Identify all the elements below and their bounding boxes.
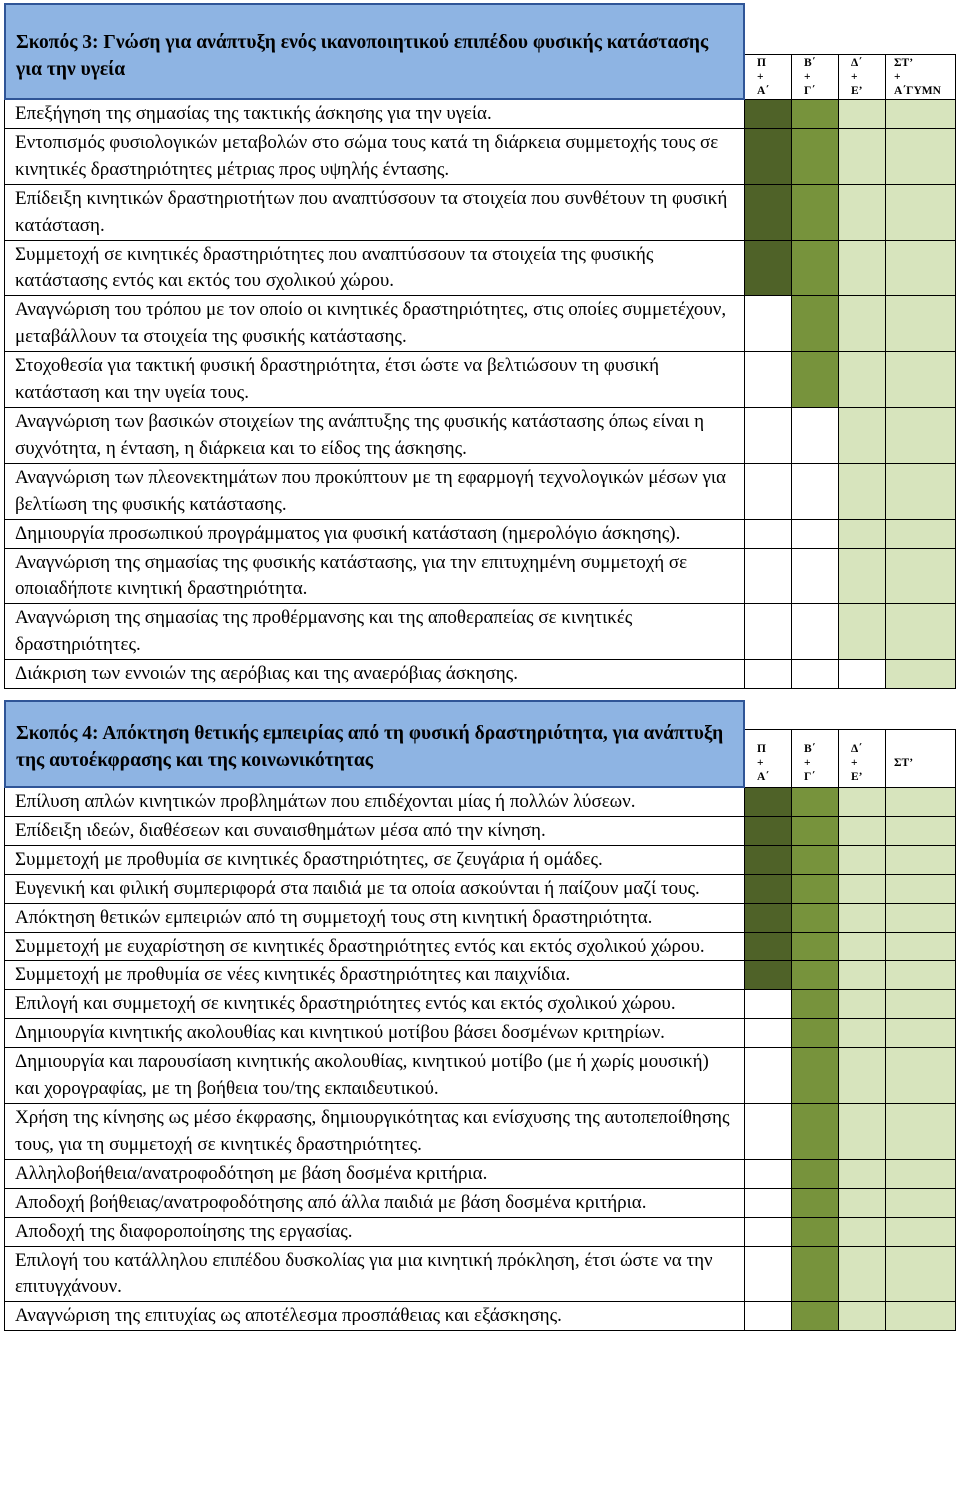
level-cell-none bbox=[792, 408, 839, 464]
level-cells bbox=[745, 100, 956, 129]
level-cell-none bbox=[745, 1019, 792, 1048]
level-cell-light bbox=[839, 241, 886, 297]
table-row bbox=[4, 241, 956, 297]
level-cell-mid bbox=[792, 1104, 839, 1160]
level-cell-none bbox=[745, 660, 792, 689]
level-cell-none bbox=[745, 352, 792, 408]
level-cells bbox=[745, 961, 956, 990]
level-cell-light bbox=[886, 660, 956, 689]
level-cell-mid bbox=[792, 1302, 839, 1331]
level-cell-none bbox=[792, 604, 839, 660]
level-cell-light bbox=[839, 604, 886, 660]
objective-text: Αποδοχή της διαφοροποίησης της εργασίας. bbox=[4, 1218, 745, 1247]
level-cells bbox=[745, 875, 956, 904]
section3-rows bbox=[4, 100, 956, 689]
level-cell-dark bbox=[745, 788, 792, 817]
table-row bbox=[4, 660, 956, 689]
objective-text: Επεξήγηση της σημασίας της τακτικής άσκησης για την υγεία. bbox=[4, 100, 745, 129]
level-cell-mid bbox=[792, 185, 839, 241]
col-header-d-e: Δ΄ + Ε’ bbox=[839, 54, 886, 100]
objective-text: Αναγνώριση της επιτυχίας ως αποτέλεσμα προσπάθειας και εξάσκησης. bbox=[4, 1302, 745, 1331]
level-cell-mid bbox=[792, 961, 839, 990]
table-row bbox=[4, 352, 956, 408]
level-cell-dark bbox=[745, 875, 792, 904]
level-cell-light bbox=[886, 185, 956, 241]
level-cells bbox=[745, 846, 956, 875]
level-cells bbox=[745, 241, 956, 297]
level-cell-light bbox=[839, 1019, 886, 1048]
level-cell-light bbox=[886, 464, 956, 520]
objective-text: Δημιουργία κινητικής ακολουθίας και κινητικού μοτίβου βάσει δοσμένων κριτηρίων. bbox=[4, 1019, 745, 1048]
level-cells bbox=[745, 604, 956, 660]
level-cell-light bbox=[839, 788, 886, 817]
level-cell-mid bbox=[792, 129, 839, 185]
level-cell-light bbox=[886, 875, 956, 904]
objective-text: Αναγνώριση της σημασίας της φυσικής κατάστασης, για την επιτυχημένη συμμετοχή σε οποιαδήποτε κινητική δραστηριότητα. bbox=[4, 549, 745, 605]
objective-text: Συμμετοχή σε κινητικές δραστηριότητες που αναπτύσσουν τα στοιχεία της φυσικής κατάστασης εντός και εκτός του σχολικού χώρου. bbox=[4, 241, 745, 297]
level-cell-light bbox=[886, 241, 956, 297]
table-row bbox=[4, 520, 956, 549]
level-cell-mid bbox=[792, 875, 839, 904]
level-cells bbox=[745, 788, 956, 817]
level-cell-dark bbox=[745, 185, 792, 241]
table-row bbox=[4, 296, 956, 352]
col-header-b-g: Β΄ + Γ΄ bbox=[792, 729, 839, 788]
table-row bbox=[4, 933, 956, 962]
table-row bbox=[4, 961, 956, 990]
table-row bbox=[4, 1302, 956, 1331]
level-cell-mid bbox=[792, 100, 839, 129]
level-cell-mid bbox=[792, 904, 839, 933]
col-header-b-g: Β΄ + Γ΄ bbox=[792, 54, 839, 100]
section4-rows bbox=[4, 788, 956, 1331]
objective-text: Αναγνώριση του τρόπου με τον οποίο οι κινητικές δραστηριότητες, στις οποίες συμμετέχουν, μεταβάλλουν τα στοιχεία της φυσικής κατάστασης. bbox=[4, 296, 745, 352]
level-cell-light bbox=[886, 990, 956, 1019]
level-cell-none bbox=[792, 549, 839, 605]
level-cell-dark bbox=[745, 904, 792, 933]
level-cells bbox=[745, 520, 956, 549]
level-cell-dark bbox=[745, 933, 792, 962]
level-cell-dark bbox=[745, 846, 792, 875]
level-cell-light bbox=[839, 875, 886, 904]
level-cell-light bbox=[886, 604, 956, 660]
level-cell-light bbox=[886, 1104, 956, 1160]
level-cell-light bbox=[839, 1048, 886, 1104]
level-cell-none bbox=[792, 660, 839, 689]
level-cell-mid bbox=[792, 1247, 839, 1303]
table-row bbox=[4, 904, 956, 933]
level-cell-light bbox=[886, 904, 956, 933]
level-cell-mid bbox=[792, 1160, 839, 1189]
level-cell-dark bbox=[745, 100, 792, 129]
objective-text: Επίλυση απλών κινητικών προβλημάτων που επιδέχονται μίας ή πολλών λύσεων. bbox=[4, 788, 745, 817]
col-header-p-a: Π + Α΄ bbox=[745, 54, 792, 100]
table-row bbox=[4, 990, 956, 1019]
level-cell-none bbox=[745, 549, 792, 605]
level-cell-none bbox=[745, 1160, 792, 1189]
level-cells bbox=[745, 1104, 956, 1160]
section4-title: Σκοπός 4: Απόκτηση θετικής εμπειρίας από τη φυσική δραστηριότητα, για ανάπτυξη της αυτοέκφρασης και της κοινωνικότητας bbox=[4, 700, 745, 788]
level-cell-light bbox=[839, 1218, 886, 1247]
level-cell-light bbox=[839, 129, 886, 185]
section4-header-row bbox=[4, 700, 956, 788]
level-cell-none bbox=[745, 520, 792, 549]
table-row bbox=[4, 604, 956, 660]
level-cell-mid bbox=[792, 1019, 839, 1048]
objective-text: Συμμετοχή με προθυμία σε νέες κινητικές δραστηριότητες και παιχνίδια. bbox=[4, 961, 745, 990]
level-cells bbox=[745, 1247, 956, 1303]
table-row bbox=[4, 846, 956, 875]
level-cell-light bbox=[839, 933, 886, 962]
level-cell-light bbox=[886, 1048, 956, 1104]
objective-text: Επιλογή και συμμετοχή σε κινητικές δραστηριότητες εντός και εκτός σχολικού χώρου. bbox=[4, 990, 745, 1019]
objective-text: Δημιουργία και παρουσίαση κινητικής ακολουθίας, κινητικού μοτίβο (με ή χωρίς μουσική) και χορογραφίας, με τη βοήθεια του/της εκπαιδευτικού. bbox=[4, 1048, 745, 1104]
col-header-st-agymn: ΣΤ’ + Α΄ΓΥΜΝ bbox=[886, 54, 956, 100]
level-cells bbox=[745, 660, 956, 689]
objective-text: Εντοπισμός φυσιολογικών μεταβολών στο σώμα τους κατά τη διάρκεια συμμετοχής τους σε κινητικές δραστηριότητες μέτριας προς υψηλής έντασης. bbox=[4, 129, 745, 185]
level-cell-dark bbox=[745, 241, 792, 297]
level-cell-light bbox=[886, 1160, 956, 1189]
level-cell-mid bbox=[792, 846, 839, 875]
objective-text: Αναγνώριση των βασικών στοιχείων της ανάπτυξης της φυσικής κατάστασης όπως είναι η συχνότητα, η ένταση, η διάρκεια και το είδος της άσκησης. bbox=[4, 408, 745, 464]
level-cell-light bbox=[886, 352, 956, 408]
level-cell-light bbox=[886, 296, 956, 352]
objective-text: Αναγνώριση της σημασίας της προθέρμανσης και της αποθεραπείας σε κινητικές δραστηριότητες. bbox=[4, 604, 745, 660]
level-cell-light bbox=[886, 817, 956, 846]
table-row bbox=[4, 1104, 956, 1160]
level-cell-none bbox=[745, 1104, 792, 1160]
level-cell-light bbox=[839, 1104, 886, 1160]
level-cells bbox=[745, 904, 956, 933]
level-cell-mid bbox=[792, 990, 839, 1019]
objective-text: Απόκτηση θετικών εμπειριών από τη συμμετοχή τους στη κινητική δραστηριότητα. bbox=[4, 904, 745, 933]
level-cell-none bbox=[792, 464, 839, 520]
objective-text: Επιλογή του κατάλληλου επιπέδου δυσκολίας για μια κινητική πρόκληση, έτσι ώστε να την επιτυγχάνουν. bbox=[4, 1247, 745, 1303]
level-cell-light bbox=[839, 100, 886, 129]
objective-text: Αλληλοβοήθεια/ανατροφοδότηση με βάση δοσμένα κριτήρια. bbox=[4, 1160, 745, 1189]
level-cell-light bbox=[839, 904, 886, 933]
level-cell-light bbox=[839, 1160, 886, 1189]
objective-text: Χρήση της κίνησης ως μέσο έκφρασης, δημιουργικότητας και ενίσχυσης της αυτοπεποίθησης τους, για τη συμμετοχή σε κινητικές δραστηριότητες. bbox=[4, 1104, 745, 1160]
level-cells bbox=[745, 1189, 956, 1218]
col-header-d-e: Δ΄ + Ε’ bbox=[839, 729, 886, 788]
level-cell-light bbox=[886, 100, 956, 129]
level-cell-mid bbox=[792, 817, 839, 846]
level-cell-none bbox=[745, 408, 792, 464]
level-cell-dark bbox=[745, 129, 792, 185]
level-cell-light bbox=[839, 185, 886, 241]
level-cell-light bbox=[886, 1247, 956, 1303]
section3-title: Σκοπός 3: Γνώση για ανάπτυξη ενός ικανοποιητικού επιπέδου φυσικής κατάστασης για την υγεία bbox=[4, 3, 745, 100]
objective-text: Συμμετοχή με προθυμία σε κινητικές δραστηριότητες, σε ζευγάρια ή ομάδες. bbox=[4, 846, 745, 875]
table-row bbox=[4, 1160, 956, 1189]
objective-text: Επίδειξη ιδεών, διαθέσεων και συναισθημάτων μέσα από την κίνηση. bbox=[4, 817, 745, 846]
level-cell-mid bbox=[792, 933, 839, 962]
level-cells bbox=[745, 933, 956, 962]
level-cell-light bbox=[839, 549, 886, 605]
level-cell-light bbox=[886, 1189, 956, 1218]
objective-text: Δημιουργία προσωπικού προγράμματος για φυσική κατάσταση (ημερολόγιο άσκησης). bbox=[4, 520, 745, 549]
level-cell-light bbox=[839, 464, 886, 520]
col-header-st: ΣΤ’ bbox=[886, 729, 956, 788]
level-cells bbox=[745, 1019, 956, 1048]
level-cell-light bbox=[839, 817, 886, 846]
level-cell-none bbox=[745, 604, 792, 660]
table-row bbox=[4, 1247, 956, 1303]
level-cell-light bbox=[839, 1247, 886, 1303]
col-header-p-a: Π + Α΄ bbox=[745, 729, 792, 788]
objective-text: Επίδειξη κινητικών δραστηριοτήτων που αναπτύσσουν τα στοιχεία που συνθέτουν τη φυσική κατάσταση. bbox=[4, 185, 745, 241]
level-cell-dark bbox=[745, 961, 792, 990]
objective-text: Στοχοθεσία για τακτική φυσική δραστηριότητα, έτσι ώστε να βελτιώσουν τη φυσική κατάσταση και την υγεία τους. bbox=[4, 352, 745, 408]
table-row bbox=[4, 875, 956, 904]
objective-text: Συμμετοχή με ευχαρίστηση σε κινητικές δραστηριότητες εντός και εκτός σχολικού χώρου. bbox=[4, 933, 745, 962]
level-cell-light bbox=[839, 352, 886, 408]
level-cell-dark bbox=[745, 817, 792, 846]
level-cell-mid bbox=[792, 1218, 839, 1247]
table-row bbox=[4, 1048, 956, 1104]
level-cell-light bbox=[839, 520, 886, 549]
level-cells bbox=[745, 408, 956, 464]
level-cell-none bbox=[745, 990, 792, 1019]
level-cells bbox=[745, 990, 956, 1019]
table-row bbox=[4, 100, 956, 129]
level-cell-none bbox=[745, 1048, 792, 1104]
level-cell-light bbox=[886, 408, 956, 464]
level-cells bbox=[745, 185, 956, 241]
level-cell-light bbox=[886, 1302, 956, 1331]
level-cell-mid bbox=[792, 1189, 839, 1218]
level-cell-light bbox=[886, 1019, 956, 1048]
table-row bbox=[4, 1189, 956, 1218]
level-cells bbox=[745, 1302, 956, 1331]
objective-text: Αναγνώριση των πλεονεκτημάτων που προκύπτουν με τη εφαρμογή τεχνολογικών μέσων για βελτίωση της φυσικής κατάστασης. bbox=[4, 464, 745, 520]
level-cell-light bbox=[839, 961, 886, 990]
level-cell-mid bbox=[792, 296, 839, 352]
table-row bbox=[4, 788, 956, 817]
level-cell-light bbox=[886, 549, 956, 605]
level-cell-light bbox=[886, 846, 956, 875]
level-cell-light bbox=[839, 846, 886, 875]
section3-table bbox=[4, 3, 956, 689]
level-cell-none bbox=[839, 660, 886, 689]
level-cell-mid bbox=[792, 352, 839, 408]
level-cell-none bbox=[792, 520, 839, 549]
level-cell-light bbox=[886, 1218, 956, 1247]
level-cells bbox=[745, 1218, 956, 1247]
level-cell-mid bbox=[792, 241, 839, 297]
level-cell-none bbox=[745, 1189, 792, 1218]
level-cell-light bbox=[886, 520, 956, 549]
objective-text: Αποδοχή βοήθειας/ανατροφοδότησης από άλλα παιδιά με βάση δοσμένα κριτήρια. bbox=[4, 1189, 745, 1218]
level-cell-light bbox=[886, 961, 956, 990]
table-row bbox=[4, 1218, 956, 1247]
level-cell-mid bbox=[792, 788, 839, 817]
level-cells bbox=[745, 464, 956, 520]
level-cell-light bbox=[839, 296, 886, 352]
level-cell-none bbox=[745, 1302, 792, 1331]
table-row bbox=[4, 464, 956, 520]
table-row bbox=[4, 549, 956, 605]
level-cell-light bbox=[886, 788, 956, 817]
table-row bbox=[4, 408, 956, 464]
level-cell-mid bbox=[792, 1048, 839, 1104]
level-cell-none bbox=[745, 1247, 792, 1303]
level-cells bbox=[745, 352, 956, 408]
level-cell-none bbox=[745, 464, 792, 520]
level-cell-light bbox=[839, 1189, 886, 1218]
level-cell-light bbox=[839, 990, 886, 1019]
table-row bbox=[4, 817, 956, 846]
table-row bbox=[4, 1019, 956, 1048]
table-row bbox=[4, 185, 956, 241]
level-cells bbox=[745, 549, 956, 605]
level-cell-none bbox=[745, 296, 792, 352]
section3-column-headers bbox=[745, 3, 956, 100]
level-cells bbox=[745, 129, 956, 185]
level-cell-none bbox=[745, 1218, 792, 1247]
level-cell-light bbox=[886, 129, 956, 185]
level-cells bbox=[745, 1048, 956, 1104]
section4-column-headers bbox=[745, 700, 956, 788]
objective-text: Ευγενική και φιλική συμπεριφορά στα παιδιά με τα οποία ασκούνται ή παίζουν μαζί τους. bbox=[4, 875, 745, 904]
level-cell-light bbox=[839, 408, 886, 464]
level-cell-light bbox=[839, 1302, 886, 1331]
level-cell-light bbox=[886, 933, 956, 962]
level-cells bbox=[745, 1160, 956, 1189]
objective-text: Διάκριση των εννοιών της αερόβιας και της αναερόβιας άσκησης. bbox=[4, 660, 745, 689]
level-cells bbox=[745, 296, 956, 352]
section3-header-row bbox=[4, 3, 956, 100]
table-row bbox=[4, 129, 956, 185]
section4-table bbox=[4, 700, 956, 1331]
level-cells bbox=[745, 817, 956, 846]
